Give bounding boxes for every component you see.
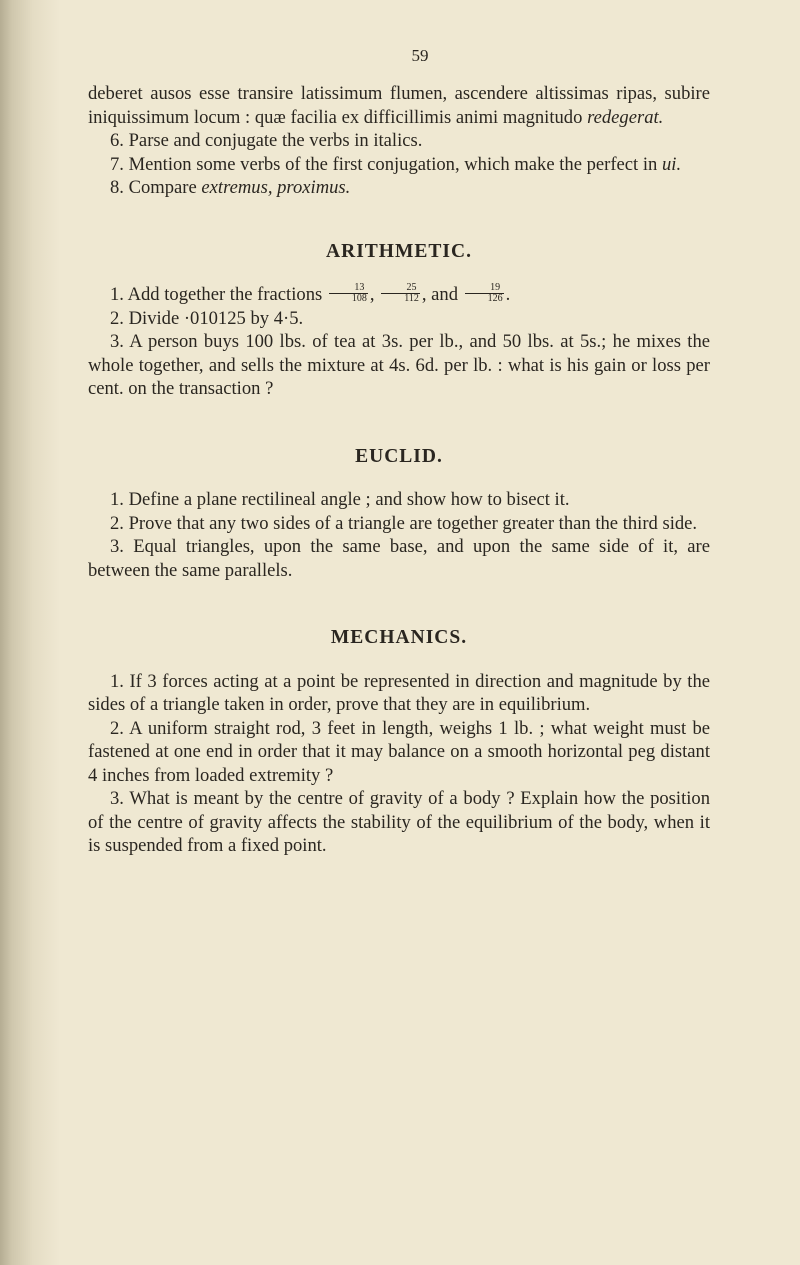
fraction-separator-1: , [369,284,375,305]
mechanics-question-3: 3. What is meant by the centre of gravity of a body ? Explain how the position of the centre of gravity affects the stability of the equilibrium of the body, when it is suspended from a fixed point. [88,788,710,856]
latin-passage-text: deberet ausos esse transire latissimum flumen, ascendere altissimas ripas, subire iniquissimum locum : quæ facilia ex difficillimis animi magnitudo [88,83,710,128]
arithmetic-question-1 [88,283,710,307]
fraction-separator-2: , and [421,284,458,305]
arithmetic-question-1-text: 1. Add together the fractions [110,284,323,305]
fraction-2-denominator: 112 [404,293,419,305]
mechanics-question-2: 2. A uniform straight rod, 3 feet in length, weighs 1 lb. ; what weight must be fastened at one end in order that it may balance on a smooth horizontal peg distant 4 inches from loaded extremity ? [88,717,710,786]
latin-question-8-text: 8. Compare [110,177,197,198]
mechanics-heading: MECHANICS. [330,627,468,648]
fraction-2-numerator: 25 [381,283,420,294]
fraction-end: . [505,284,511,305]
latin-question-8 [88,176,710,200]
euclid-question-3: 3. Equal triangles, upon the same base, and upon the same side of it, are between the same parallels. [88,536,710,581]
fraction-3 [465,283,504,304]
arithmetic-question-2: 2. Divide ·010125 by 4·5. [110,307,304,329]
latin-question-7-text: 7. Mention some verbs of the first conjugation, which make the perfect in [110,153,658,175]
fraction-2 [381,283,420,304]
page-number: 59 [411,46,429,65]
euclid-question-1: 1. Define a plane rectilineal angle ; and show how to bisect it. [110,489,570,510]
euclid-question-2: 2. Prove that any two sides of a triangle are together greater than the third side. [110,512,698,534]
arithmetic-heading: ARITHMETIC. [326,240,472,262]
fraction-3-denominator: 126 [487,293,503,305]
fraction-3-numerator: 19 [465,283,504,294]
latin-passage [88,82,710,129]
fraction-1-denominator: 108 [351,293,367,305]
latin-passage-italic: redegerat. [587,106,664,128]
mechanics-question-1: 1. If 3 forces acting at a point be represented in direction and magnitude by the sides of a triangle taken in order, prove that they are in equilibrium. [88,670,710,715]
latin-question-7-italic: ui. [662,153,682,175]
latin-question-8-italic: extremus, proximus. [201,177,351,198]
latin-question-7 [88,153,710,177]
page-content [88,82,710,858]
latin-question-6: 6. Parse and conjugate the verbs in italics. [110,130,423,151]
fraction-1-numerator: 13 [329,283,368,294]
fraction-1 [329,283,368,304]
euclid-heading: EUCLID. [355,445,443,467]
arithmetic-question-3: 3. A person buys 100 lbs. of tea at 3s. per lb., and 50 lbs. at 5s.; he mixes the whole together, and sells the mixture at 4s. 6d. per lb. : what is his gain or loss per cent. on the transaction ? [88,331,710,399]
